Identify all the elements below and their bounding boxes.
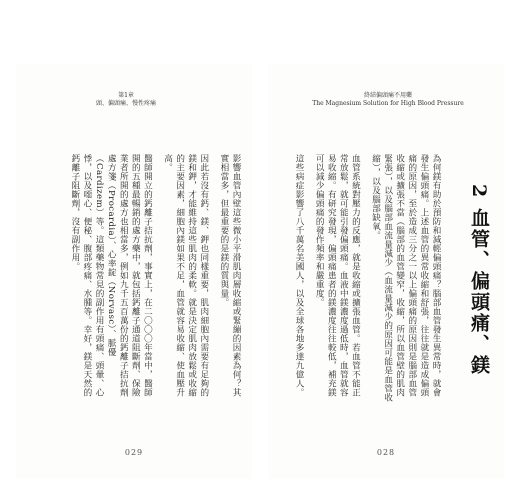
header-chapter: 第1章: [118, 92, 134, 99]
paragraph: 醫師開立的鈣離子拮抗劑，事實上，在二〇〇〇年當中，醫師開的五種最暢銷的處方藥中，就包括鈣離子通道阻斷劑、保險業者所開的處方也相當多，例如九千五百萬份的鈣離子拮抗劑處方箋（Procardia）、心率錠（Norvasc）、脈優（Cardizem）等。這類藥物常見的副作用有頭痛、頭暈、心悸，以及噁心、便秘、腹部疼痛、水腫等。幸好，鎂是天然的鈣離子阻斷劑，沒有副作用。: [69, 154, 153, 398]
book-title: 終結偏頭痛不用藥: [363, 92, 412, 99]
book-subtitle: The Magnesium Solution for High Blood Pressure: [312, 100, 464, 107]
paragraph: 這些病症影響了八千萬名美國人，以及全球各地多達九億人。: [294, 154, 305, 397]
chapter-title: 2 血管、偏頭痛、鎂: [468, 184, 490, 376]
paragraph: 影響血管內壁這些微小平滑肌肉層收縮或緊繃的因素為何？其實相當多，但最重要的是鎂的質與量。: [218, 154, 241, 397]
running-header: [298, 92, 478, 108]
page-number: 029: [124, 448, 144, 457]
paragraph: 血管系統對壓力的反應，就是收縮或擴張血管。若血管不能正常放鬆，就可能引發偏頭痛。血液中鎂濃度過低時，血管就容易收縮。有研究發現，偏頭痛患者的鎂濃度往往較低，補充鎂可以減少偏頭痛的發作頻率和嚴重度。: [314, 154, 361, 397]
page-number: 028: [376, 448, 396, 457]
paragraph: 因此若沒有鈣、鎂、鉀也同樣重要，肌肉細胞內需要有足夠的鎂和鉀，才能維持這些肌肉的柔軟。就是決定肌肉放鬆或收縮的主要因素，細胞內鎂如果不足，血管就容易收縮、使血壓升高。: [162, 154, 209, 397]
left-page: [16, 64, 252, 479]
body-text: [46, 154, 242, 404]
body-text: [274, 154, 442, 404]
paragraph: 為何鎂有助於預防和減輕偏頭痛？腦部血管發生異常時，就會發生偏頭痛。上述血管的異常收縮和舒張，往往就是造成偏頭痛的原因，至於造成三分之一以上偏頭痛的原因則是腦部血管收縮或擴張不當（腦部的血管變窄，收縮，所以血管壁的肌肉緊張），以及腦部血流量減少（血流量減少的原因可能是血管收縮），以及腦部缺氧。: [370, 154, 441, 402]
right-page: [268, 64, 504, 479]
running-header: [36, 92, 216, 108]
header-section: 頭、偏頭痛、慢性疼痛: [95, 100, 156, 107]
